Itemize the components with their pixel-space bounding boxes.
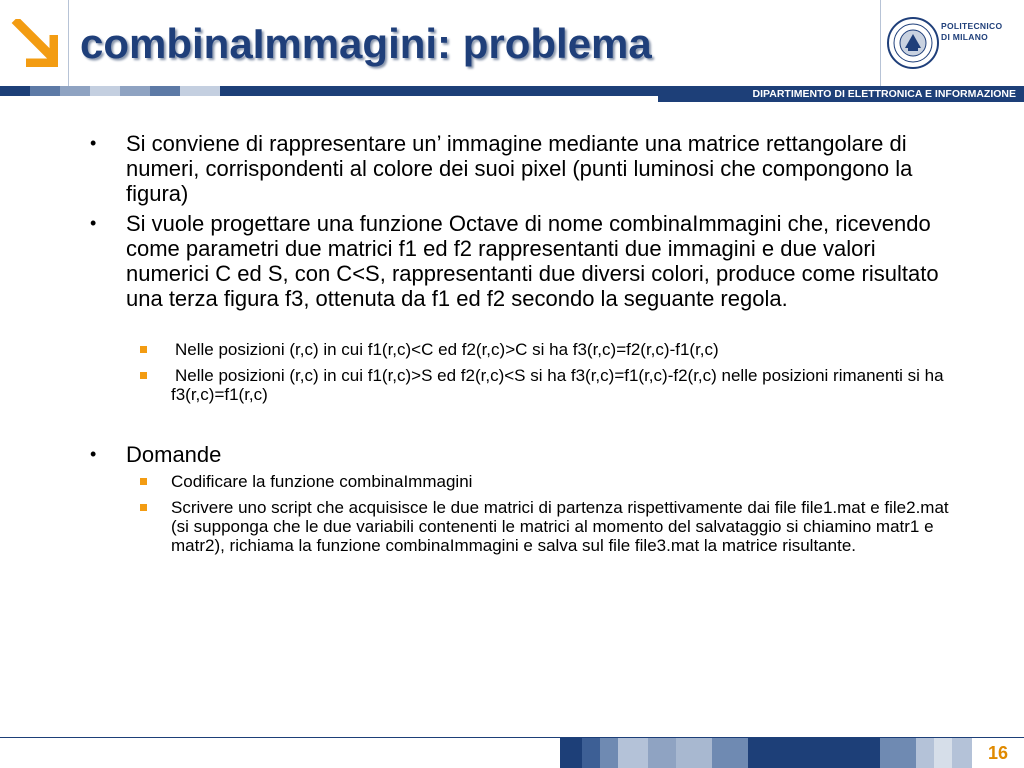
header-divider-right bbox=[880, 0, 881, 86]
page-number: 16 bbox=[987, 743, 1009, 763]
sub-bullet-square bbox=[140, 346, 147, 353]
department-bar: DIPARTIMENTO DI ELETTRONICA E INFORMAZIONE bbox=[658, 86, 1024, 102]
bullet-dot: • bbox=[90, 444, 97, 464]
sub-bullet-square bbox=[140, 478, 147, 485]
university-name-line2: DI MILANO bbox=[941, 32, 989, 42]
bullet-text-3: Domande bbox=[126, 442, 222, 467]
rule-text-2: Nelle posizioni (r,c) in cui f1(r,c)>S ed f2(r,c)<S si ha f3(r,c)=f1(r,c)-f2(r,c) nelle posizioni rimanenti si ha f3(r,c)=f1(r,c) bbox=[171, 366, 944, 404]
slide-title: combinaImmagini: problema bbox=[80, 20, 652, 67]
university-seal-icon bbox=[886, 16, 940, 70]
university-name-line1: POLITECNICO bbox=[941, 21, 1003, 31]
bullet-text-2: Si vuole progettare una funzione Octave di nome combinaImmagini che, ricevendo come parametri due matrici f1 ed f2 rappresentanti due immagini e due valori numerici C ed S, con C<S, rappresentanti due diversi colori, produce come risultato una terza figura f3, ottenuta da f1 ed f2 secondo la seguante regola. bbox=[126, 211, 939, 311]
header-arrow-icon bbox=[0, 0, 68, 86]
question-text-1: Codificare la funzione combinaImmagini bbox=[171, 472, 473, 491]
university-name bbox=[941, 21, 1002, 43]
sub-bullet-square bbox=[140, 372, 147, 379]
rule-text-1: Nelle posizioni (r,c) in cui f1(r,c)<C ed f2(r,c)>C si ha f3(r,c)=f2(r,c)-f1(r,c) bbox=[175, 340, 719, 359]
sub-bullet-square bbox=[140, 504, 147, 511]
header-divider bbox=[68, 0, 69, 86]
bullet-text-1: Si conviene di rappresentare un’ immagine mediante una matrice rettangolare di numeri, corrispondenti al colore dei suoi pixel (punti luminosi che compongono la figura) bbox=[126, 131, 913, 206]
bullet-dot: • bbox=[90, 213, 97, 233]
bullet-dot: • bbox=[90, 133, 97, 153]
question-text-2: Scrivere uno script che acquisisce le due matrici di partenza rispettivamente dai file file1.mat e file2.mat (si supponga che le due variabili contenenti le matrici al momento del salvataggio si chiamino matr1 e matr2), richiama la funzione combinaImmagini e salva sul file file3.mat la matrice risultante. bbox=[171, 498, 949, 555]
university-logo bbox=[884, 12, 1024, 78]
